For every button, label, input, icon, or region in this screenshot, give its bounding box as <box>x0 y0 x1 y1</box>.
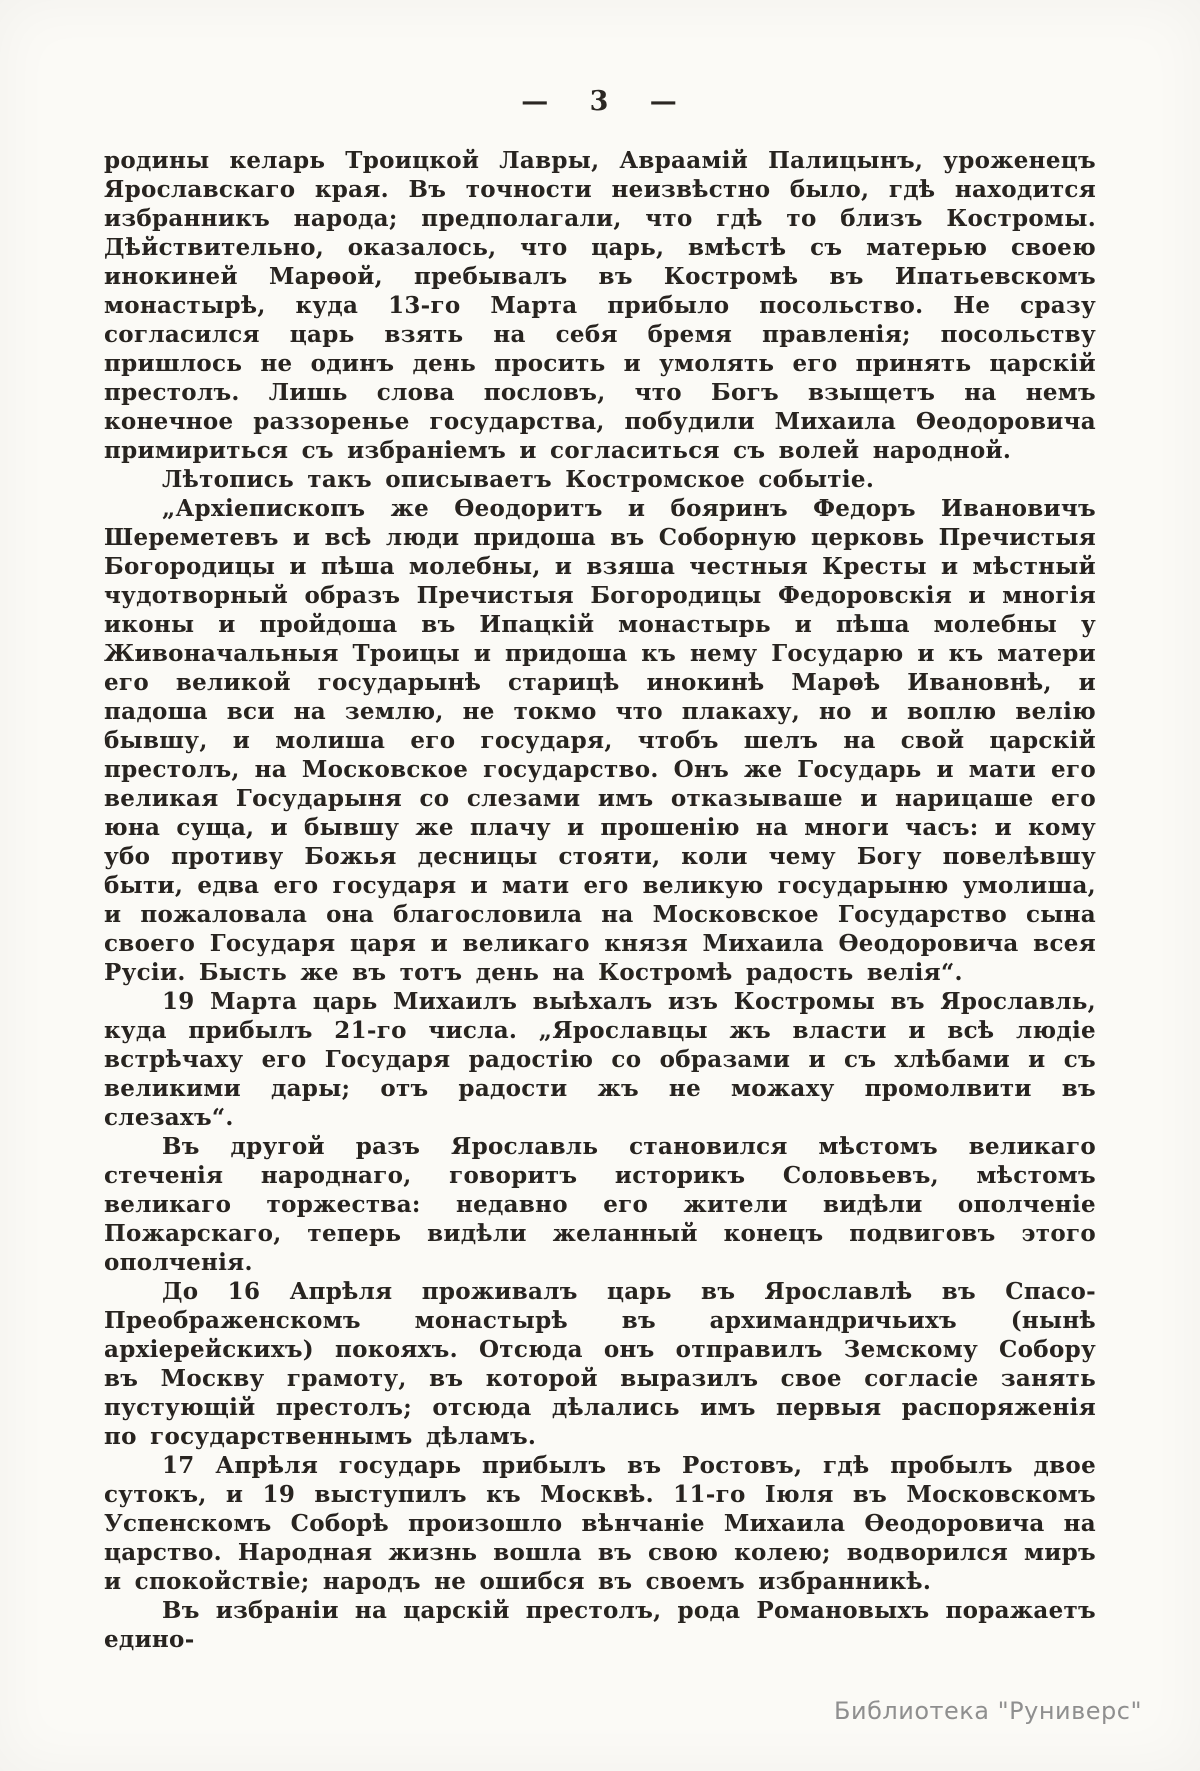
paragraph: „Архіепископъ же Ѳеодоритъ и бояринъ Федоръ Ивановичъ Шереметевъ и всѣ люди придоша въ Соборную церковь Пречистыя Богородицы и пѣша молебны, и взяша честныя Кресты и мѣстный чудотворный образъ Пречистыя Богородицы Федоровскія и многія иконы и пройдоша въ Ипацкій монастырь и пѣша молебны у Живоначальныя Троицы и придоша къ нему Государю и къ матери его великой государынѣ старицѣ инокинѣ Марѳѣ Ивановнѣ, и падоша вси на землю, не токмо что плакаху, но и воплю велію бывшу, и молиша его государя, чтобъ шелъ на свой царскій престолъ, на Московское государство. Онъ же Государь и мати его великая Государыня со слезами имъ отказываше и нарицаше его юна суща, и бывшу же плачу и прошенію на многи часъ: и кому убо противу Божья десницы стояти, коли чему Богу повелѣвшу быти, едва его государя и мати его великую государыню умолиша, и пожаловала она благословила на Московское Государство сына своего Государя царя и великаго князя Михаила Ѳеодоровича всея Русіи. Бысть же въ тотъ день на Костромѣ радость велія“. <box>104 495 1096 986</box>
paragraph: Въ избраніи на царскій престолъ, рода Романовыхъ поражаетъ едино- <box>104 1597 1096 1653</box>
library-watermark: Библиотека "Руниверс" <box>834 1697 1142 1725</box>
page-number: — 3 — <box>521 86 679 117</box>
paragraph: 17 Апрѣля государь прибылъ въ Ростовъ, гдѣ пробылъ двое сутокъ, и 19 выступилъ къ Москвѣ. 11-го Іюля въ Московскомъ Успенскомъ Соборѣ произошло вѣнчаніе Михаила Ѳеодоровича на царство. Народная жизнь вошла въ свою колею; водворился миръ и спокойствіе; народъ не ошибся въ своемъ избранникѣ. <box>104 1452 1096 1595</box>
page-text-block <box>104 146 1096 1654</box>
paragraph: родины келарь Троицкой Лавры, Авраамій Палицынъ, уроженецъ Ярославскаго края. Въ точности неизвѣстно было, гдѣ находится избранникъ народа; предполагали, что гдѣ то близъ Костромы. Дѣйствительно, оказалось, что царь, вмѣстѣ съ матерью своею инокиней Марѳой, пребывалъ въ Костромѣ въ Ипатьевскомъ монастырѣ, куда 13-го Марта прибыло посольство. Не сразу согласился царь взять на себя бремя правленія; посольству пришлось не одинъ день просить и умолять его принять царскій престолъ. Лишь слова пословъ, что Богъ взыщетъ на немъ конечное раззоренье государства, побудили Михаила Ѳеодоровича примириться съ избраніемъ и согласиться съ волей народной. <box>104 147 1096 464</box>
paragraph: 19 Марта царь Михаилъ выѣхалъ изъ Костромы въ Ярославль, куда прибылъ 21-го числа. „Ярославцы жъ власти и всѣ людіе встрѣчаху его Государя радостію со образами и съ хлѣбами и съ великими дары; отъ радости жъ не можаху промолвити въ слезахъ“. <box>104 988 1096 1131</box>
paragraph: Лѣтопись такъ описываетъ Костромское событіе. <box>162 466 875 493</box>
paragraph: Въ другой разъ Ярославль становился мѣстомъ великаго стеченія народнаго, говоритъ историкъ Соловьевъ, мѣстомъ великаго торжества: недавно его жители видѣли ополченіе Пожарскаго, теперь видѣли желанный конецъ подвиговъ этого ополченія. <box>104 1133 1096 1276</box>
paragraph: До 16 Апрѣля проживалъ царь въ Ярославлѣ въ Спасо-Преображенскомъ монастырѣ въ архимандричьихъ (нынѣ архіерейскихъ) покояхъ. Отсюда онъ отправилъ Земскому Собору въ Москву грамоту, въ которой выразилъ свое согласіе занять пустующій престолъ; отсюда дѣлались имъ первыя распоряженія по государственнымъ дѣламъ. <box>104 1278 1096 1450</box>
